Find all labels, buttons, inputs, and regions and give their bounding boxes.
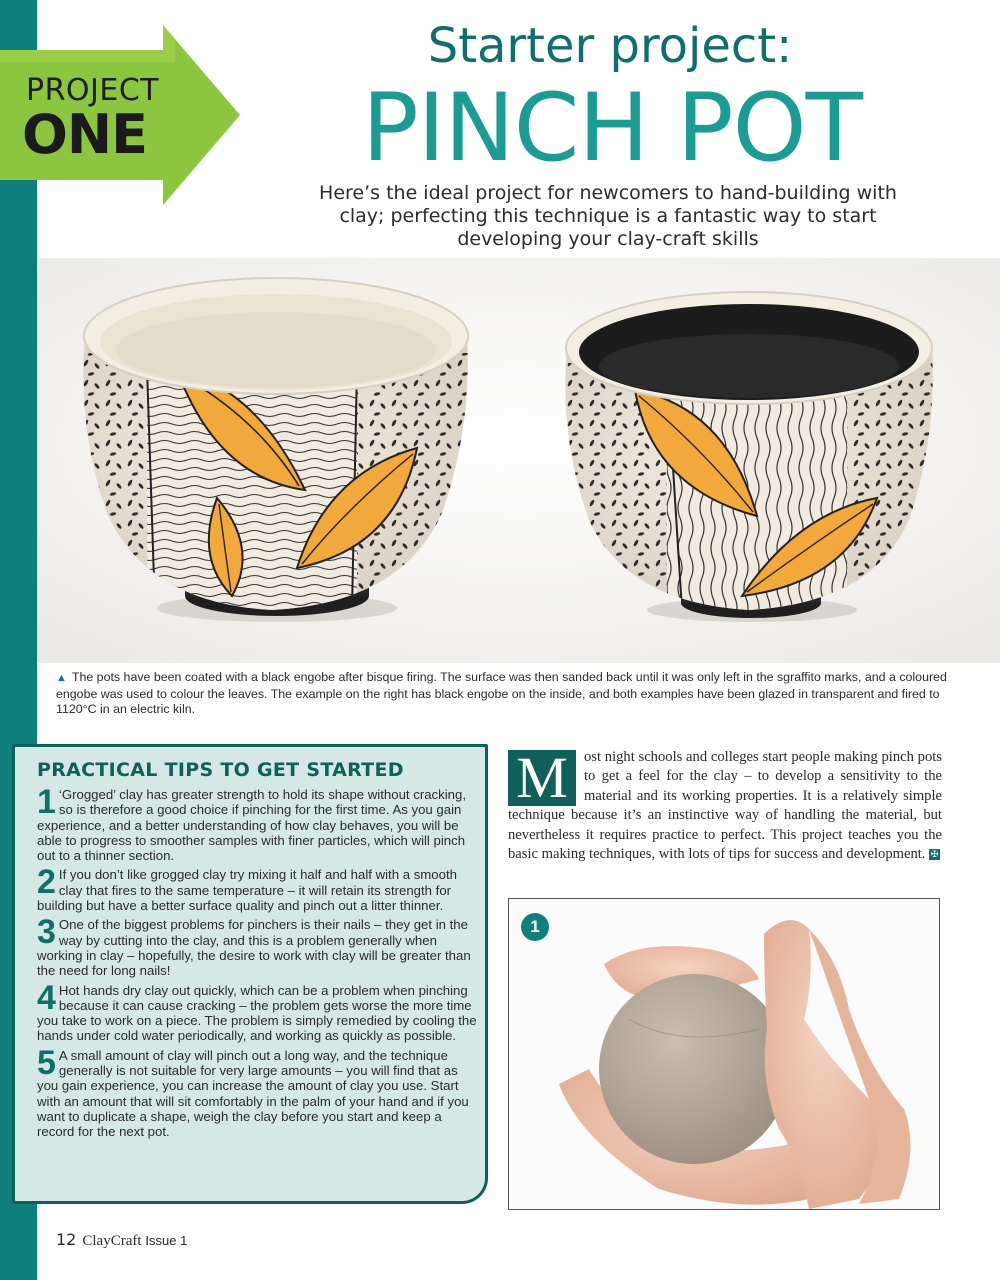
project-label: PROJECT (26, 73, 160, 108)
hands-clay-ball-illustration (509, 899, 939, 1209)
tips-box (12, 744, 488, 1204)
tip-number: 4 (37, 978, 56, 1017)
article-body (508, 745, 942, 864)
intro-standfirst: Here’s the ideal project for newcomers to hand-building with clay; perfecting this technique is a fantastic way to start developing your clay-craft skills (319, 182, 897, 250)
tip-text: Hot hands dry clay out quickly, which can be a problem when pinching because it can cause cracking – the problem gets worse the more time you take to work on a piece. The problem is simply remedied by cooling the hands under cold water periodically, and working as quickly as possible. (37, 982, 477, 1044)
tip-item (37, 913, 477, 979)
tip-number: 1 (37, 783, 56, 821)
project-number: ONE (22, 103, 147, 166)
page-footer (56, 1230, 187, 1250)
photo-caption (56, 670, 956, 718)
tip-item (37, 1043, 477, 1140)
drop-cap: M (508, 750, 576, 806)
page-title: PINCH POT (361, 74, 862, 183)
step-number-badge: 1 (521, 913, 549, 941)
tips-content (37, 759, 477, 1144)
tip-number: 3 (37, 913, 56, 952)
issue-label: Issue 1 (145, 1233, 188, 1248)
pots-photo (37, 258, 1000, 663)
caption-triangle-icon: ▲ (56, 672, 67, 684)
tip-item (37, 978, 477, 1044)
tip-text: A small amount of clay will pinch out a long way, and the technique generally is not suitable for very large amounts – you will find that as you gain experience, you can increase the amount of clay you use. Start with an amount that will sit comfortably in the palm of your hand and if you want to duplicate a shape, weigh the clay before you start and keep a record for the next pot. (37, 1047, 469, 1140)
end-mark-icon: ✠ (930, 849, 939, 860)
tip-text: ‘Grogged’ clay has greater strength to hold its shape without cracking, so is therefore a good choice if pinching for the first time. As you gain experience, and a better understanding of how clay behaves, you will be able to progress to smoother samples with finer particles, which will pinch out to a thinner section. (37, 787, 467, 864)
step-one-photo (508, 898, 940, 1210)
tip-item (37, 783, 477, 864)
tip-text: If you don’t like grogged clay try mixing it half and half with a smooth clay that fires to the same temperature – it will retain its strength for building but have a better surface quality and pinch out a litter thinner. (37, 867, 457, 914)
caption-text: The pots have been coated with a black engobe after bisque firing. The surface was then sanded back until it was only left in the sgraffito marks, and a coloured engobe was used to colour the leaves. The example on the right has black engobe on the inside, and both examples have been glazed in transparent and fired to 1120°C in an electric kiln. (56, 670, 947, 716)
page-number: 12 (56, 1230, 77, 1249)
article-text: ost night schools and colleges start people making pinch pots to get a feel for the clay – to develop a sensitivity to the material and its working properties. It is a relatively simple technique because it’s an instinctive way of handling the material, but nevertheless it requires practice to perfect. This project teaches you the basic making techniques, with lots of tips for success and development. (508, 749, 942, 863)
tip-item (37, 863, 477, 914)
tip-number: 2 (37, 863, 56, 902)
title-kicker: Starter project: (427, 18, 793, 74)
tip-text: One of the biggest problems for pinchers is their nails – they get in the way by cutting into the clay, and this is a problem generally when working in clay – hopefully, the desire to work with clay will be greater than the need for long nails! (37, 917, 471, 979)
tip-number: 5 (37, 1043, 56, 1082)
magazine-name: ClayCraft (82, 1233, 142, 1249)
tips-heading: PRACTICAL TIPS TO GET STARTED (37, 759, 404, 781)
